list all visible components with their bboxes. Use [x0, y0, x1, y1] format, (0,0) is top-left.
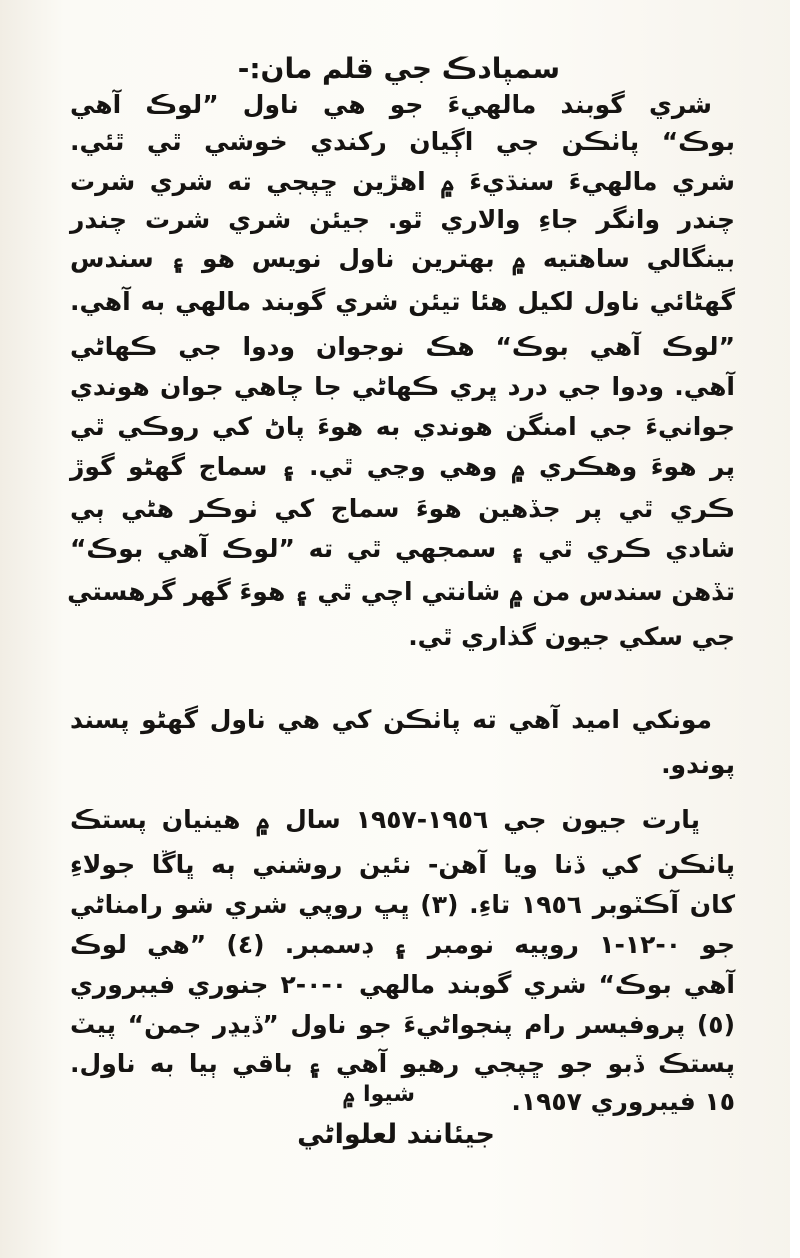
text-line: (٥) پروفيسر رام پنجواڻيءَ جو ناول ”ڏيڍر جمن“ پيٽ	[70, 1010, 735, 1039]
text-line: چندر وانگر جاءِ والاري ٿو. جيئن شري شرت چندر	[70, 205, 735, 234]
text-line: گهڻائي ناول لکيل هئا تيئن شري گوبند مالهي به آهي.	[70, 287, 735, 316]
text-line: بينگالي ساهتيه ۾ بهترين ناول نويس هو ۽ سندس	[70, 244, 735, 273]
signoff: شيوا ۾	[342, 1082, 415, 1107]
text-line: تڏهن سندس من ۾ شانتي اچي ٿي ۽ هوءَ گهر گرهستي	[67, 577, 735, 606]
page-title: سمپادڪ جي قلم مان:-	[237, 52, 560, 85]
date-line: ١٥ فيبروري ١٩٥٧.	[511, 1087, 735, 1116]
text-line: جو ٠-١٢-١ روپيه نومبر ۽ ڊسمبر. (٤) ”هي لوڪ	[70, 930, 735, 959]
text-line: ”لوڪ آهي بوڪ“ هڪ نوجوان ودوا جي ڪهاڻي	[70, 332, 735, 361]
text-line: شادي ڪري ٿي ۽ سمجهي ٿي ته ”لوڪ آهي بوڪ“	[70, 534, 735, 563]
text-line: مونکي اميد آهي ته پاٺڪن کي هي ناول گهڻو پسند	[70, 705, 712, 734]
text-line: پوندو.	[661, 750, 735, 779]
text-line: کان آڪٽوبر ١٩٥٦ تاءِ. (٣) ڀڀ روپي شري شو رامناڻي	[70, 890, 736, 919]
text-line: شري مالهيءَ سنڌيءَ ۾ اهڙين ڇپجي ته شري شرت	[70, 167, 735, 196]
text-line: آهي بوڪ“ شري گوبند مالهي ٠-٠-٢ جنوري فيبروري	[70, 970, 735, 999]
text-line: ڪري ٿي پر جڏهين هوءَ سماج کي ٺوڪر هڻي ٻي	[70, 494, 735, 523]
signature: جيئانند لعلواڻي	[297, 1119, 495, 1150]
text-line: پر هوءَ وهڪري ۾ وهي وڃي ٿي. ۽ سماج گهڻو گوڙ	[70, 452, 735, 481]
text-line: پاٺڪن کي ڏنا ويا آهن- نئين روشني ٻه ڀاڱا جولاءِ	[70, 850, 735, 879]
text-line: شري گوبند مالهيءَ جو هي ناول ”لوڪ آهي	[70, 90, 712, 119]
page-edge	[790, 0, 800, 1258]
text-line: پستڪ ڏبو جو ڇپجي رهيو آهي ۽ باقي ٻيا به ناول.	[70, 1049, 735, 1078]
text-line: بوڪ“ پاٺڪن جي اڳيان رکندي خوشي ٿي ٿئي.	[70, 127, 735, 156]
text-line: جي سکي جيون گذاري ٿي.	[408, 622, 735, 651]
text-line: جوانيءَ جي امنگن هوندي به هوءَ پاڻ کي روڪي ٿي	[70, 412, 735, 441]
text-line: ڀارت جيون جي ١٩٥٦-١٩٥٧ سال ۾ هينيان پستڪ	[70, 805, 701, 834]
text-line: آهي. ودوا جي درد ڀري ڪهاڻي جا چاهي جوان هوندي	[70, 372, 735, 401]
